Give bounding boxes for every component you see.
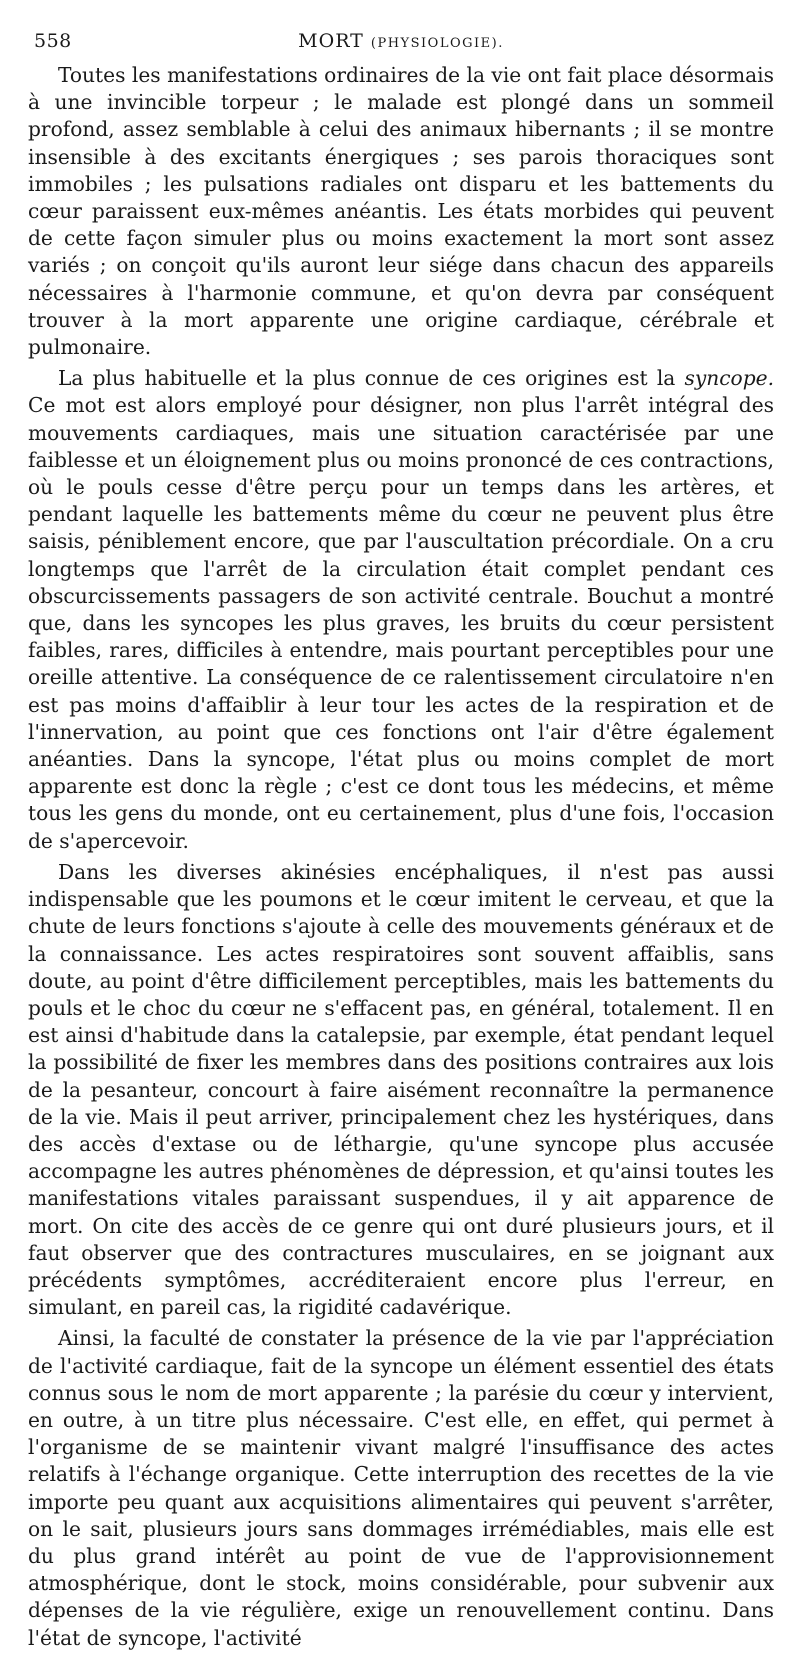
body-text: [28, 62, 774, 1652]
paragraph-2-start: La plus habituelle et la plus connue de ces origines est la: [58, 366, 685, 391]
term-syncope: syncope.: [684, 366, 774, 391]
page-number: 558: [34, 30, 72, 52]
paragraph-2-rest: Ce mot est alors employé pour désigner, non plus l'arrêt intégral des mouvements cardiaques, mais une situation caractérisée par une faiblesse et un éloignement plus ou moins prononcé de ces contractions, où le pouls cesse d'être perçu pour un temps dans les artères, et pendant laquelle les battements même du cœur ne peuvent plus être saisis, péniblement encore, que par l'auscultation précordiale. On a cru longtemps que l'arrêt de la circulation était complet pendant ces obscurcissements passagers de son activité centrale. Bouchut a montré que, dans les syncopes les plus graves, les bruits du cœur persistent faibles, rares, difficiles à entendre, mais pourtant perceptibles pour une oreille attentive. La conséquence de ce ralentissement circulatoire n'en est pas moins d'affaiblir à leur tour les actes de la respiration et de l'innervation, au point que ces fonctions ont l'air d'être également anéanties. Dans la syncope, l'état plus ou moins complet de mort apparente est donc la règle ; c'est ce dont tous les médecins, et même tous les gens du monde, ont eu certainement, plus d'une fois, l'occasion de s'apercevoir.: [28, 393, 774, 853]
paragraph-4: Ainsi, la faculté de constater la présence de la vie par l'appréciation de l'activité cardiaque, fait de la syncope un élément essentiel des états connus sous le nom de mort apparente ; la parésie du cœur y intervient, en outre, à un titre plus nécessaire. C'est elle, en effet, qui permet à l'organisme de se maintenir vivant malgré l'insuffisance des actes relatifs à l'échange organique. Cette interruption des recettes de la vie importe peu quant aux acquisitions alimentaires qui peuvent s'arrêter, on le sait, plusieurs jours sans dommages irrémédiables, mais elle est du plus grand intérêt au point de vue de l'approvisionnement atmosphérique, dont le stock, moins considérable, pour subvenir aux dépenses de la vie régulière, exige un renouvellement continu. Dans l'état de syncope, l'activité: [28, 1326, 774, 1650]
paragraph-2: [28, 365, 774, 855]
running-head: [28, 0, 774, 62]
running-title-subtitle: (PHYSIOLOGIE).: [370, 36, 504, 51]
page: [28, 0, 774, 1656]
paragraph-1: Toutes les manifestations ordinaires de la vie ont fait place désormais à une invincible torpeur ; le malade est plongé dans un sommeil profond, assez semblable à celui des animaux hibernants ; il se montre insensible à des excitants énergiques ; ses parois thoraciques sont immobiles ; les pulsations radiales ont disparu et les battements du cœur paraissent eux-mêmes anéantis. Les états morbides qui peuvent de cette façon simuler plus ou moins exactement la mort sont assez variés ; on conçoit qu'ils auront leur siége dans chacun des appareils nécessaires à l'harmonie commune, et qu'on devra par conséquent trouver à la mort apparente une origine cardiaque, cérébrale et pulmonaire.: [28, 63, 774, 360]
running-title: [28, 30, 774, 52]
paragraph-3: Dans les diverses akinésies encéphaliques, il n'est pas aussi indispensable que les poumons et le cœur imitent le cerveau, et que la chute de leurs fonctions s'ajoute à celle des mouvements généraux et de la connaissance. Les actes respiratoires sont souvent affaiblis, sans doute, au point d'être difficilement perceptibles, mais les battements du pouls et le choc du cœur ne s'effacent pas, en général, totalement. Il en est ainsi d'habitude dans la catalepsie, par exemple, état pendant lequel la possibilité de fixer les membres dans des positions contraires aux lois de la pesanteur, concourt à faire aisément reconnaître la permanence de la vie. Mais il peut arriver, principalement chez les hystériques, dans des accès d'extase ou de léthargie, qu'une syncope plus accusée accompagne les autres phénomènes de dépression, et qu'ainsi toutes les manifestations vitales paraissant suspendues, il y ait apparence de mort. On cite des accès de ce genre qui ont duré plusieurs jours, et il faut observer que des contractures musculaires, en se joignant aux précédents symptômes, accréditeraient encore plus l'erreur, en simulant, en pareil cas, la rigidité cadavérique.: [28, 859, 774, 1320]
running-title-main: MORT: [298, 30, 364, 52]
